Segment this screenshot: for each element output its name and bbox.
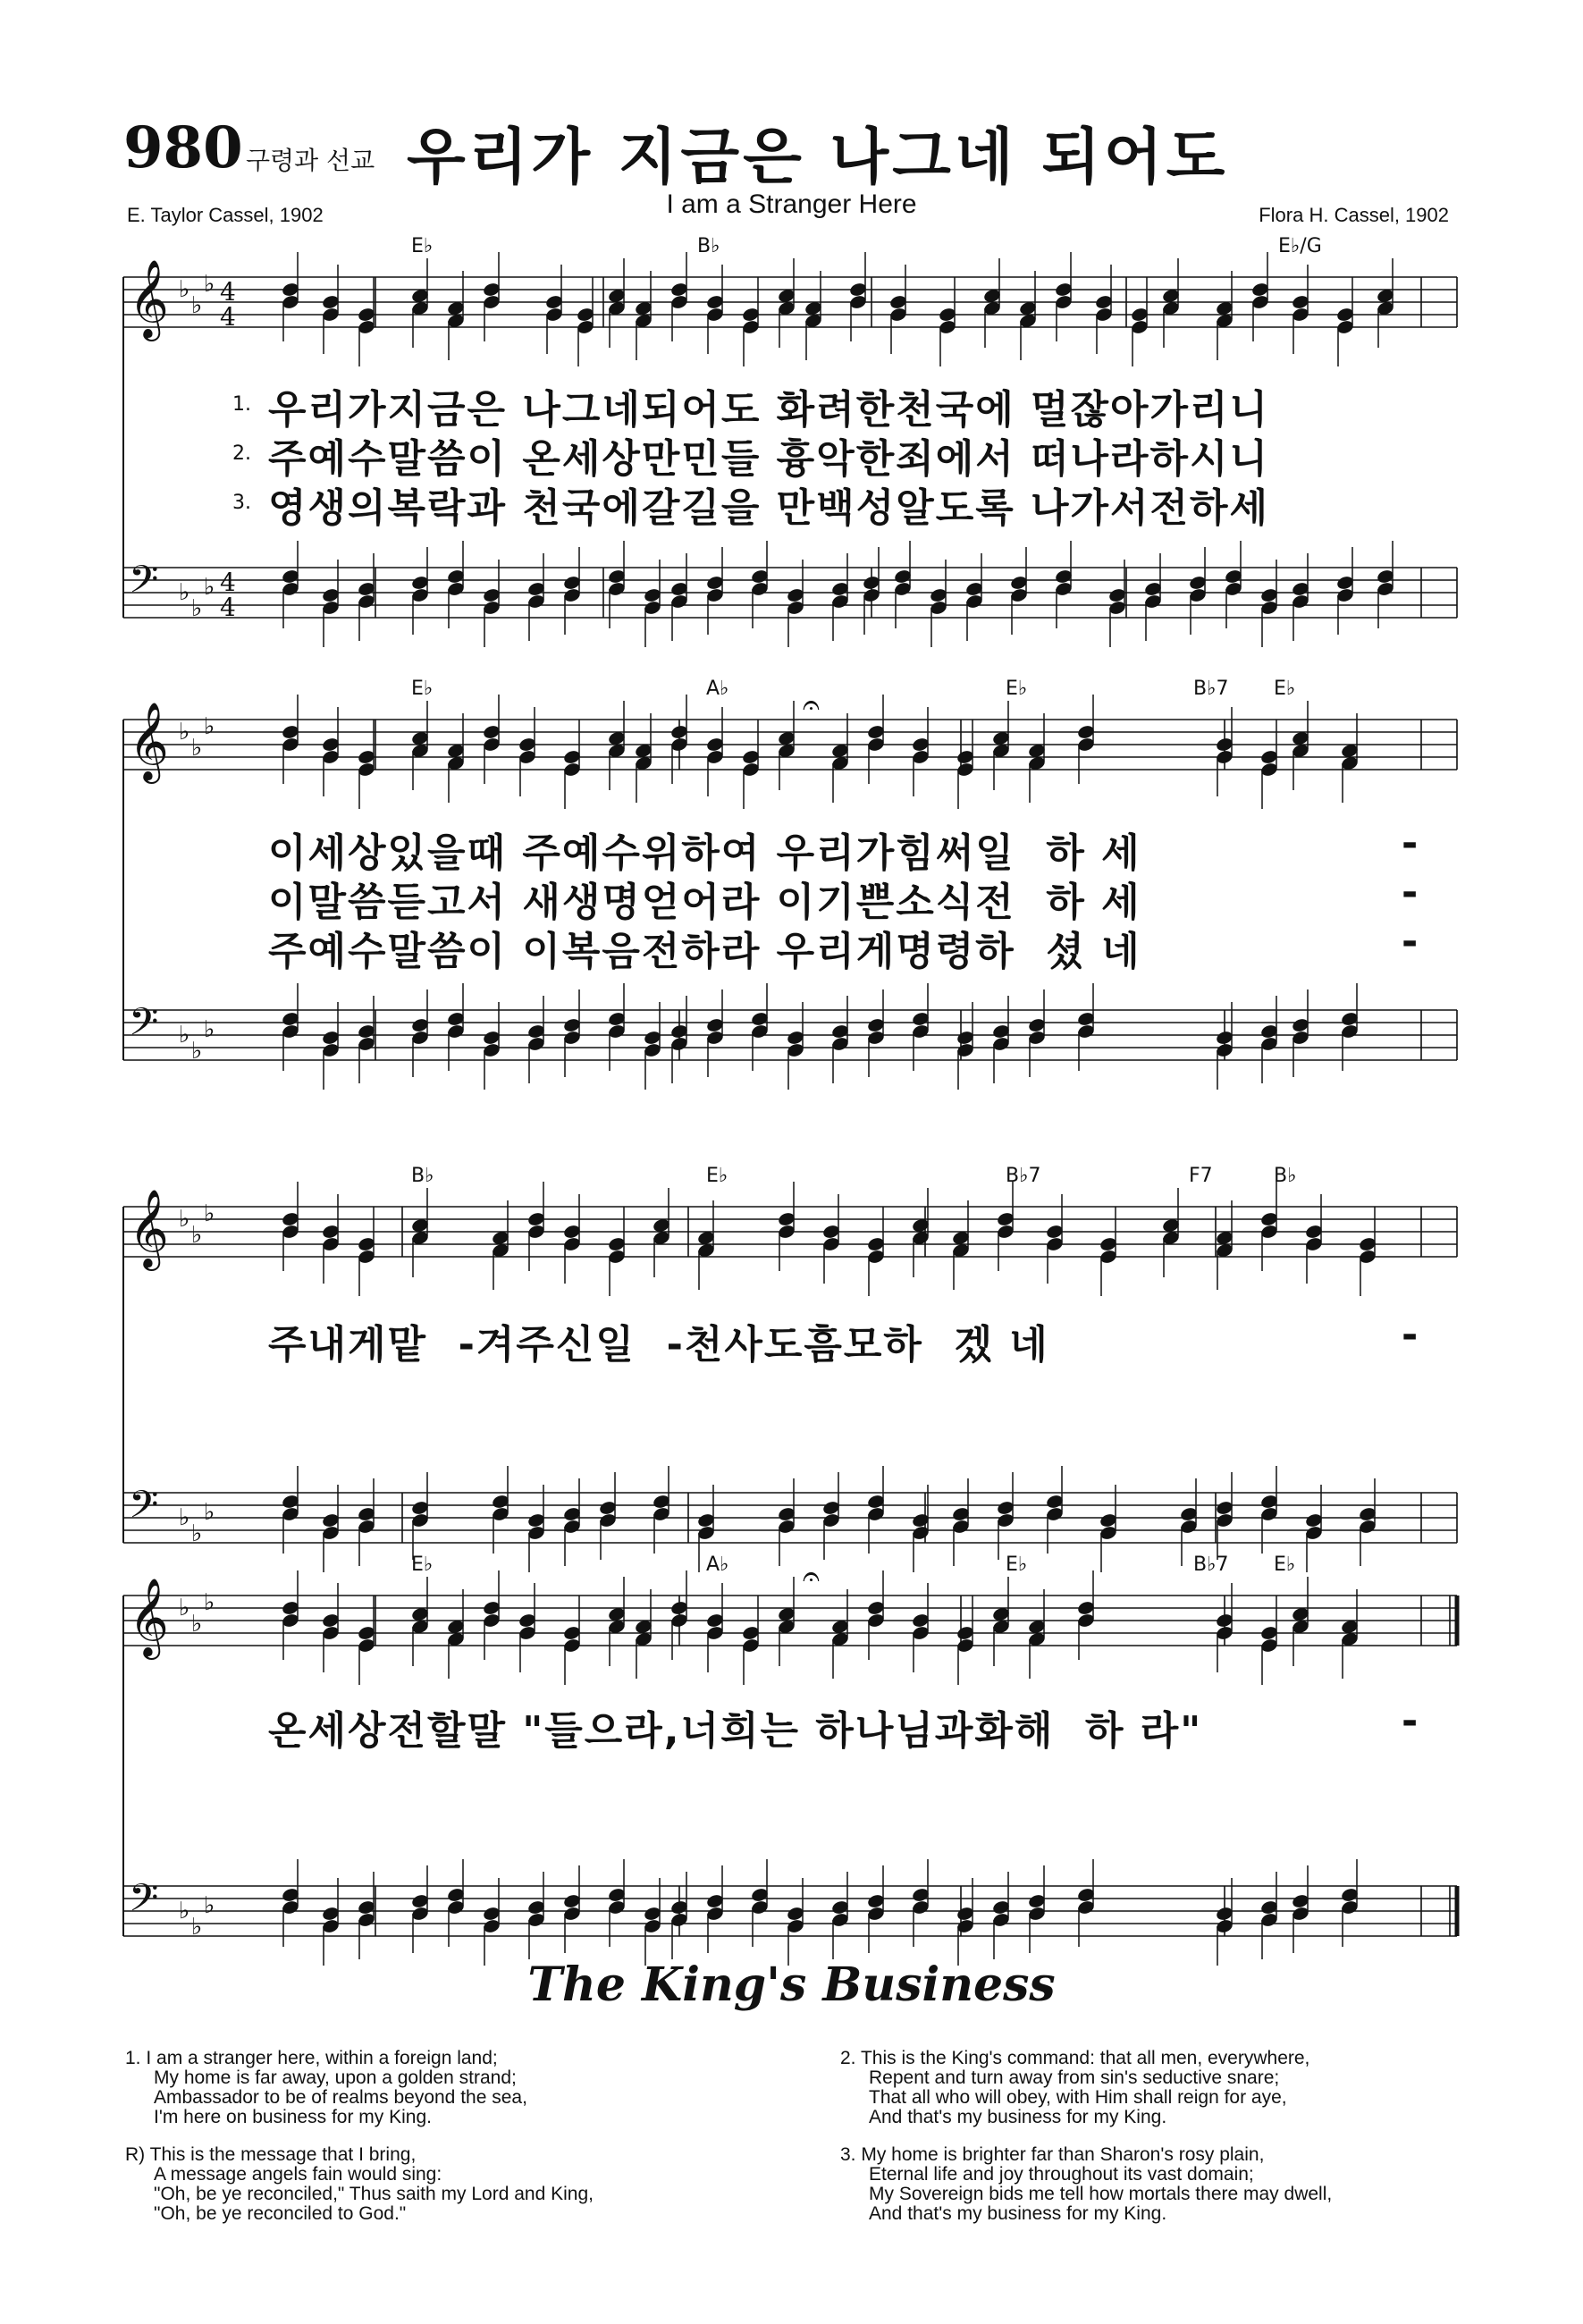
verse-line: My home is brighter far than Sharon's rosy plain, (861, 2144, 1265, 2165)
chord-symbol: E♭ (411, 235, 434, 257)
lyric-line: 우리가지금은 나그네되어도 화려한천국에 멀잖아가리니 (268, 387, 1270, 433)
verse-label: 3. (840, 2144, 856, 2165)
flat-icon: ♭ (204, 1200, 215, 1227)
flat-icon: ♭ (204, 1589, 215, 1616)
flat-icon: ♭ (191, 1038, 203, 1065)
flat-icon: ♭ (179, 1898, 190, 1924)
lyric-line: 영생의복락과 천국에갈길을 만백성알도록 나가서전하세 (268, 485, 1270, 531)
flat-icon: ♭ (179, 1022, 190, 1048)
verse-line: This is the King's command: that all men, everywhere, (860, 2048, 1310, 2068)
verse-line: "Oh, be ye reconciled to God." (154, 2203, 407, 2224)
lyric-dash: - (1402, 870, 1420, 915)
verse-line: Eternal life and joy throughout its vast domain; (869, 2164, 1254, 2185)
flat-icon: ♭ (191, 1914, 203, 1941)
chord-symbol: E♭ (1274, 678, 1296, 700)
verse-line: A message angels fain would sing: (154, 2164, 442, 2185)
treble-clef-icon: 𝄞 (129, 701, 169, 780)
lyric-dash: - (1402, 1312, 1420, 1358)
treble-clef-icon: 𝄞 (129, 1577, 169, 1656)
time-signature: 4 (220, 593, 236, 622)
treble-clef-icon: 𝄞 (129, 1188, 169, 1267)
chord-symbol: B♭7 (1193, 1554, 1229, 1576)
bass-clef-icon: 𝄢 (129, 1876, 159, 1930)
verse-line: My home is far away, upon a golden strand; (154, 2067, 517, 2088)
hymn-category: 구령과 선교 (246, 146, 375, 175)
chord-symbol: B♭7 (1006, 1165, 1041, 1187)
chord-symbol: E♭ (1006, 678, 1028, 700)
treble-clef-icon: 𝄞 (129, 258, 169, 338)
hymn-title: 우리가 지금은 나그네 되어도 (407, 122, 1229, 193)
verse-line: I'm here on business for my King. (154, 2107, 432, 2127)
verse-label: 1. (125, 2048, 141, 2068)
verse-number: 1. (232, 393, 251, 416)
flat-icon: ♭ (204, 713, 215, 740)
hymn-subtitle: I am a Stranger Here (666, 189, 917, 219)
chord-symbol: A♭ (706, 678, 729, 700)
verse-line: Ambassador to be of realms beyond the sea, (154, 2087, 527, 2108)
verse-line: My Sovereign bids me tell how mortals there may dwell, (869, 2184, 1333, 2204)
verse-label: R) (125, 2144, 146, 2165)
time-signature: 4 (220, 277, 236, 307)
english-verse-1 (125, 2049, 804, 2127)
verse-number: 3. (232, 492, 251, 514)
flat-icon: ♭ (179, 719, 190, 745)
flat-icon: ♭ (191, 595, 203, 622)
author-credit: Flora H. Cassel, 1902 (1259, 204, 1449, 226)
flat-icon: ♭ (191, 1611, 203, 1638)
lyric-line: 이세상있을때 주예수위하여 우리가힘써일 하 세 (268, 830, 1141, 876)
flat-icon: ♭ (191, 1520, 203, 1547)
flat-icon: ♭ (179, 1504, 190, 1531)
fermata-icon: 𝄐 (803, 687, 820, 723)
flat-icon: ♭ (179, 276, 190, 303)
verse-line: And that's my business for my King. (869, 2203, 1167, 2224)
flat-icon: ♭ (179, 579, 190, 606)
chord-symbol: B♭ (697, 235, 720, 257)
chord-symbol: E♭/G (1278, 235, 1322, 257)
flat-icon: ♭ (179, 1206, 190, 1233)
verse-line: This is the message that I bring, (149, 2144, 417, 2165)
chord-symbol: B♭7 (1193, 678, 1229, 700)
verse-line: And that's my business for my King. (869, 2107, 1167, 2127)
chord-symbol: E♭ (1274, 1554, 1296, 1576)
lyric-line: 주예수말씀이 이복음전하라 우리게명령하 셨 네 (268, 929, 1141, 974)
verse-line: "Oh, be ye reconciled," Thus saith my Lord and King, (154, 2184, 594, 2204)
chord-symbol: E♭ (1006, 1554, 1028, 1576)
tune-name: The King's Business (527, 1958, 1056, 2012)
flat-icon: ♭ (204, 1016, 215, 1043)
english-refrain (125, 2145, 804, 2224)
verse-line: That all who will obey, with Him shall reign for aye, (869, 2087, 1287, 2108)
flat-icon: ♭ (204, 1499, 215, 1526)
verse-line: Repent and turn away from sin's seductive snare; (869, 2067, 1280, 2088)
lyric-dash: - (1402, 821, 1420, 866)
chord-symbol: E♭ (411, 1554, 434, 1576)
verse-number: 2. (232, 442, 251, 465)
flat-icon: ♭ (204, 574, 215, 601)
flat-icon: ♭ (191, 735, 203, 762)
lyric-line: 주내게맡 -겨주신일 -천사도흠모하 겠 네 (268, 1322, 1049, 1368)
flat-icon: ♭ (191, 292, 203, 319)
bass-clef-icon: 𝄢 (129, 1000, 159, 1054)
chord-symbol: B♭ (1274, 1165, 1297, 1187)
flat-icon: ♭ (204, 1892, 215, 1919)
bass-clef-icon: 𝄢 (129, 558, 159, 611)
flat-icon: ♭ (179, 1595, 190, 1621)
chord-symbol: E♭ (411, 678, 434, 700)
lyric-line: 이말씀듣고서 새생명얻어라 이기쁜소식전 하 세 (268, 880, 1141, 925)
hymn-number: 980 (123, 114, 243, 181)
flat-icon: ♭ (204, 271, 215, 298)
english-verse-3 (840, 2145, 1484, 2224)
chord-symbol: B♭ (411, 1165, 434, 1187)
verse-line: I am a stranger here, within a foreign land; (146, 2048, 498, 2068)
verse-label: 2. (840, 2048, 856, 2068)
time-signature: 4 (220, 568, 236, 597)
lyric-line: 온세상전할말 "들으라,너희는 하나님과화해 하 라" (268, 1708, 1203, 1754)
lyric-dash: - (1402, 1698, 1420, 1744)
chord-symbol: F7 (1189, 1165, 1213, 1187)
time-signature: 4 (220, 302, 236, 332)
chord-symbol: A♭ (706, 1554, 729, 1576)
composer-credit: E. Taylor Cassel, 1902 (127, 204, 324, 226)
fermata-icon: 𝄐 (803, 1559, 820, 1595)
bass-clef-icon: 𝄢 (129, 1483, 159, 1537)
flat-icon: ♭ (191, 1222, 203, 1249)
lyric-dash: - (1402, 919, 1420, 964)
lyric-line: 주예수말씀이 온세상만민들 흉악한죄에서 떠나라하시니 (268, 436, 1270, 482)
chord-symbol: E♭ (706, 1165, 728, 1187)
english-verse-2 (840, 2049, 1484, 2127)
